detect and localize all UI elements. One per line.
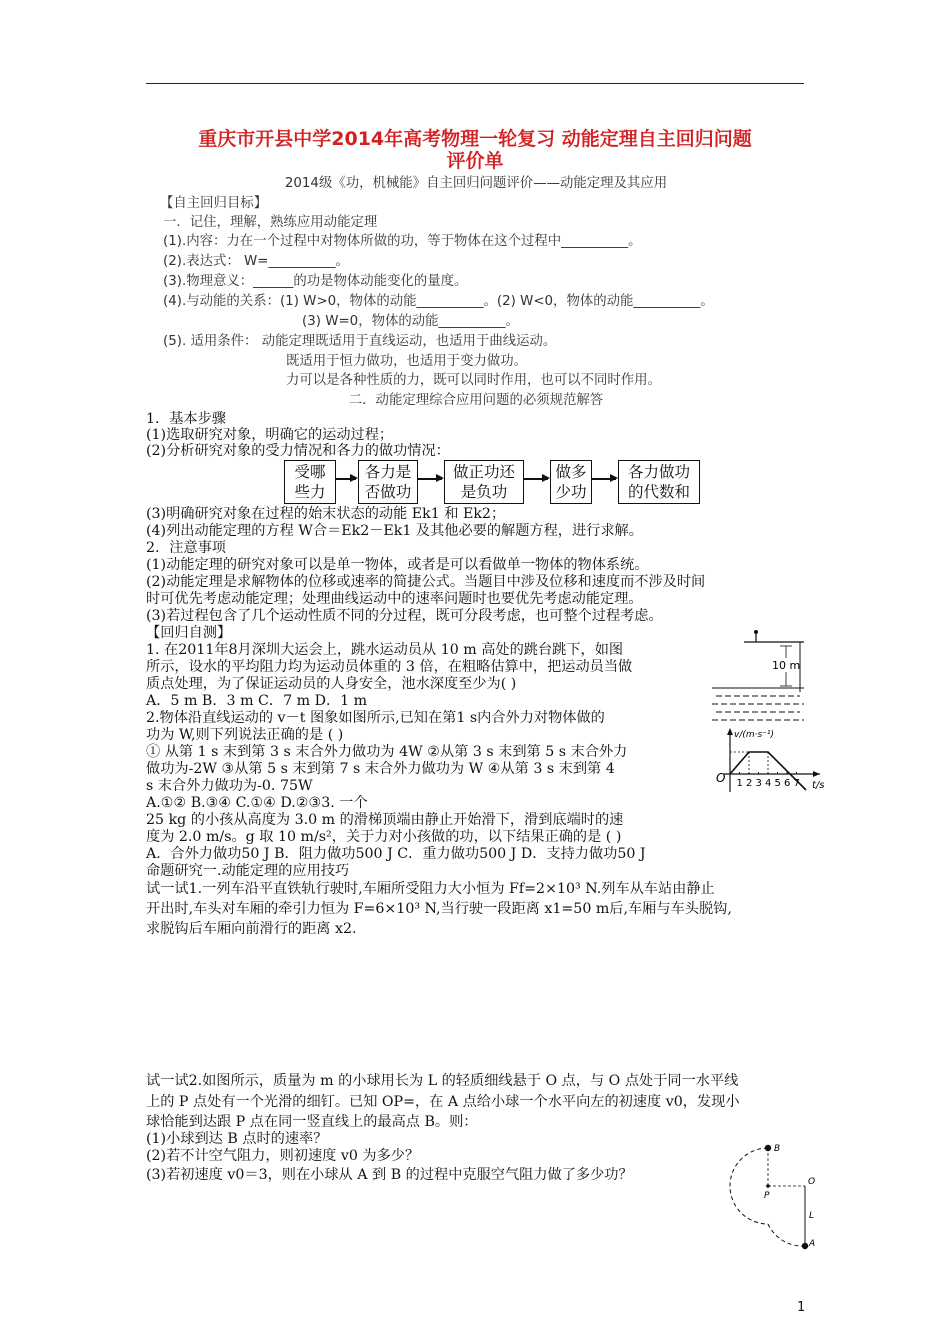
q1-line: 1. 在2011年8月深圳大运会上，跳水运动员从 10 m 高处的跳台跳下，如图	[146, 642, 624, 658]
trial1-line: 求脱钩后车厢向前滑行的距离 x2.	[146, 921, 357, 937]
item-meaning: (3).物理意义：______的功是物体动能变化的量度。	[163, 274, 468, 289]
flow-arrow	[592, 478, 616, 480]
page-title: 重庆市开县中学2014年高考物理一轮复习 动能定理自主回归问题	[198, 128, 752, 150]
svg-text:P: P	[764, 1191, 770, 1201]
point-a	[802, 1243, 808, 1249]
vt-tick-label: 6	[784, 778, 791, 789]
item-condition-3: 力可以是各种性质的力，既可以同时作用，也可以不同时作用。	[286, 373, 661, 388]
trial1-line: 试一试1.一列车沿平直铁轨行驶时,车厢所受阻力大小恒为 Ff=2×10³ N.列车从车站由静止	[146, 881, 715, 897]
page-number: 1	[797, 1300, 806, 1315]
svg-text:A: A	[809, 1239, 816, 1249]
q2-line: 2.物体沿直线运动的 v－t 图象如图所示,已知在第1 s内合外力对物体做的	[146, 710, 605, 726]
item-condition-2: 既适用于恒力做功，也适用于变力做功。	[286, 354, 528, 369]
flow-box-work: 各力是 否做功	[358, 460, 418, 504]
flow-box-sum: 各力做功 的代数和	[618, 460, 700, 504]
section-heading: 【自主回归目标】	[160, 196, 268, 211]
vt-tick-label: 5	[774, 778, 781, 789]
trial2-line: 球恰能到达跟 P 点在同一竖直线上的最高点 B。则：	[146, 1114, 478, 1130]
q3-line: 度为 2.0 m/s。g 取 10 m/s²，关于力对小孩做的功，以下结果正确的是 ( )	[146, 829, 622, 845]
q1-options: A．5 m B．3 m C．7 m D．1 m	[146, 693, 368, 709]
vt-origin: O	[716, 771, 726, 785]
vt-xlabel: t/s	[812, 780, 824, 791]
svg-text:O: O	[808, 1177, 816, 1187]
point-p	[766, 1184, 770, 1188]
vt-graph	[712, 726, 824, 796]
item-content: (1).内容：力在一个过程中对物体所做的功，等于物体在这个过程中__________。	[163, 234, 642, 249]
flow-box-amount: 做多 少功	[550, 460, 592, 504]
pendulum-figure	[720, 1138, 820, 1250]
q3-line: 25 kg 的小孩从高度为 3.0 m 的滑梯顶端由静止开始滑下，滑到底端时的速	[146, 812, 624, 828]
trial1-line: 开出时,车头对车厢的牵引力恒为 F=6×10³ N,当行驶一段距离 x1=50 m后,车厢与车头脱钩,	[146, 901, 732, 917]
diving-figure	[708, 628, 812, 724]
item-relation-zero: (3) W=0，物体的动能__________。	[302, 314, 519, 329]
step-4: (4)列出动能定理的方程 W合＝Ek2－Ek1 及其他必要的解题方程，进行求解。	[146, 523, 643, 539]
note-2a: (2)动能定理是求解物体的位移或速率的简捷公式。当题目中涉及位移和速度而不涉及时间	[146, 574, 706, 590]
step-3: (3)明确研究对象在过程的始末状态的动能 Ek1 和 Ek2；	[146, 506, 506, 522]
flow-arrow	[524, 478, 548, 480]
header-rule	[146, 83, 804, 84]
trial2-q3: (3)若初速度 v0＝3，则在小球从 A 到 B 的过程中克服空气阻力做了多少功？	[146, 1167, 633, 1183]
item-condition: (5). 适用条件： 动能定理既适用于直线运动，也适用于曲线运动。	[163, 334, 557, 349]
vt-tick-label: 3	[755, 778, 762, 789]
point-b	[765, 1145, 771, 1151]
subtitle: 2014级《功，机械能》自主回归问题评价——动能定理及其应用	[284, 176, 668, 191]
q2-line: 做功为-2W ③从第 5 s 末到第 7 s 末合外力做功为 W ④从第 3 s 末到第 4	[146, 761, 615, 777]
step-2: (2)分析研究对象的受力情况和各力的做功情况：	[146, 443, 450, 459]
flow-arrow	[336, 478, 356, 480]
part2-heading: 二．动能定理综合应用问题的必须规范解答	[348, 393, 604, 408]
page-title-line2: 评价单	[446, 150, 504, 172]
item-expression: (2).表达式： W=__________。	[163, 254, 349, 269]
trial2-q1: (1)小球到达 B 点时的速率？	[146, 1131, 328, 1147]
q2-line: s 末合外力做功为-0. 75W	[146, 778, 313, 794]
vt-tick-label: 7	[793, 778, 800, 789]
q2-line: ① 从第 1 s 末到第 3 s 末合外力做功为 4W ②从第 3 s 末到第 5 s 末合外力	[146, 744, 628, 760]
vt-tick-label: 4	[765, 778, 772, 789]
q1-line: 质点处理，为了保证运动员的人身安全，池水深度至少为( )	[146, 676, 517, 692]
flow-arrow	[418, 478, 442, 480]
step-1: (1)选取研究对象，明确它的运动过程；	[146, 427, 394, 443]
item-relation: (4).与动能的关系：(1) W>0，物体的动能__________。(2) W<0，物体的动能__________。	[163, 294, 714, 309]
steps-heading: 1．基本步骤	[146, 411, 226, 427]
selftest-heading: 【回归自测】	[146, 625, 232, 641]
note-2b: 时可优先考虑动能定理；处理曲线运动中的速率问题时也要优先考虑动能定理。	[146, 591, 643, 607]
trial2-line: 上的 P 点处有一个光滑的细钉。已知 OP=，在 A 点给小球一个水平向左的初速度 v0，发现小	[146, 1094, 740, 1110]
flow-box-sign: 做正功还 是负功	[444, 460, 524, 504]
q3-options: A．合外力做功50 J B．阻力做功500 J C．重力做功500 J D．支持力做功50 J	[146, 846, 646, 862]
q2-options: A.①② B.③④ C.①④ D.②③3. 一个	[146, 795, 368, 811]
trial2-line: 试一试2.如图所示，质量为 m 的小球用长为 L 的轻质细线悬于 O 点，与 O 点处于同一水平线	[146, 1073, 739, 1089]
svg-text:L: L	[809, 1211, 815, 1221]
research-heading: 命题研究一.动能定理的应用技巧	[146, 863, 350, 879]
q2-line: 功为 W,则下列说法正确的是 ( )	[146, 727, 344, 743]
note-3: (3)若过程包含了几个运动性质不同的分过程，既可分段考虑，也可整个过程考虑。	[146, 608, 663, 624]
trial2-q2: (2)若不计空气阻力，则初速度 v0 为多少？	[146, 1148, 420, 1164]
vt-ylabel: v/(m·s⁻¹)	[734, 730, 775, 740]
vt-tick-label: 1	[736, 778, 743, 789]
svg-text:B: B	[774, 1144, 781, 1154]
q1-line: 所示，设水的平均阻力均为运动员体重的 3 倍，在粗略估算中，把运动员当做	[146, 659, 633, 675]
note-1: (1)动能定理的研究对象可以是单一物体，或者是可以看做单一物体的物体系统。	[146, 557, 649, 573]
flow-box-forces: 受哪 些力	[284, 460, 336, 504]
dive-height-label: 10 m	[772, 659, 801, 672]
part1-heading: 一．记住，理解，熟练应用动能定理	[163, 215, 378, 230]
vt-tick-label: 2	[746, 778, 753, 789]
notes-heading: 2．注意事项	[146, 540, 226, 556]
